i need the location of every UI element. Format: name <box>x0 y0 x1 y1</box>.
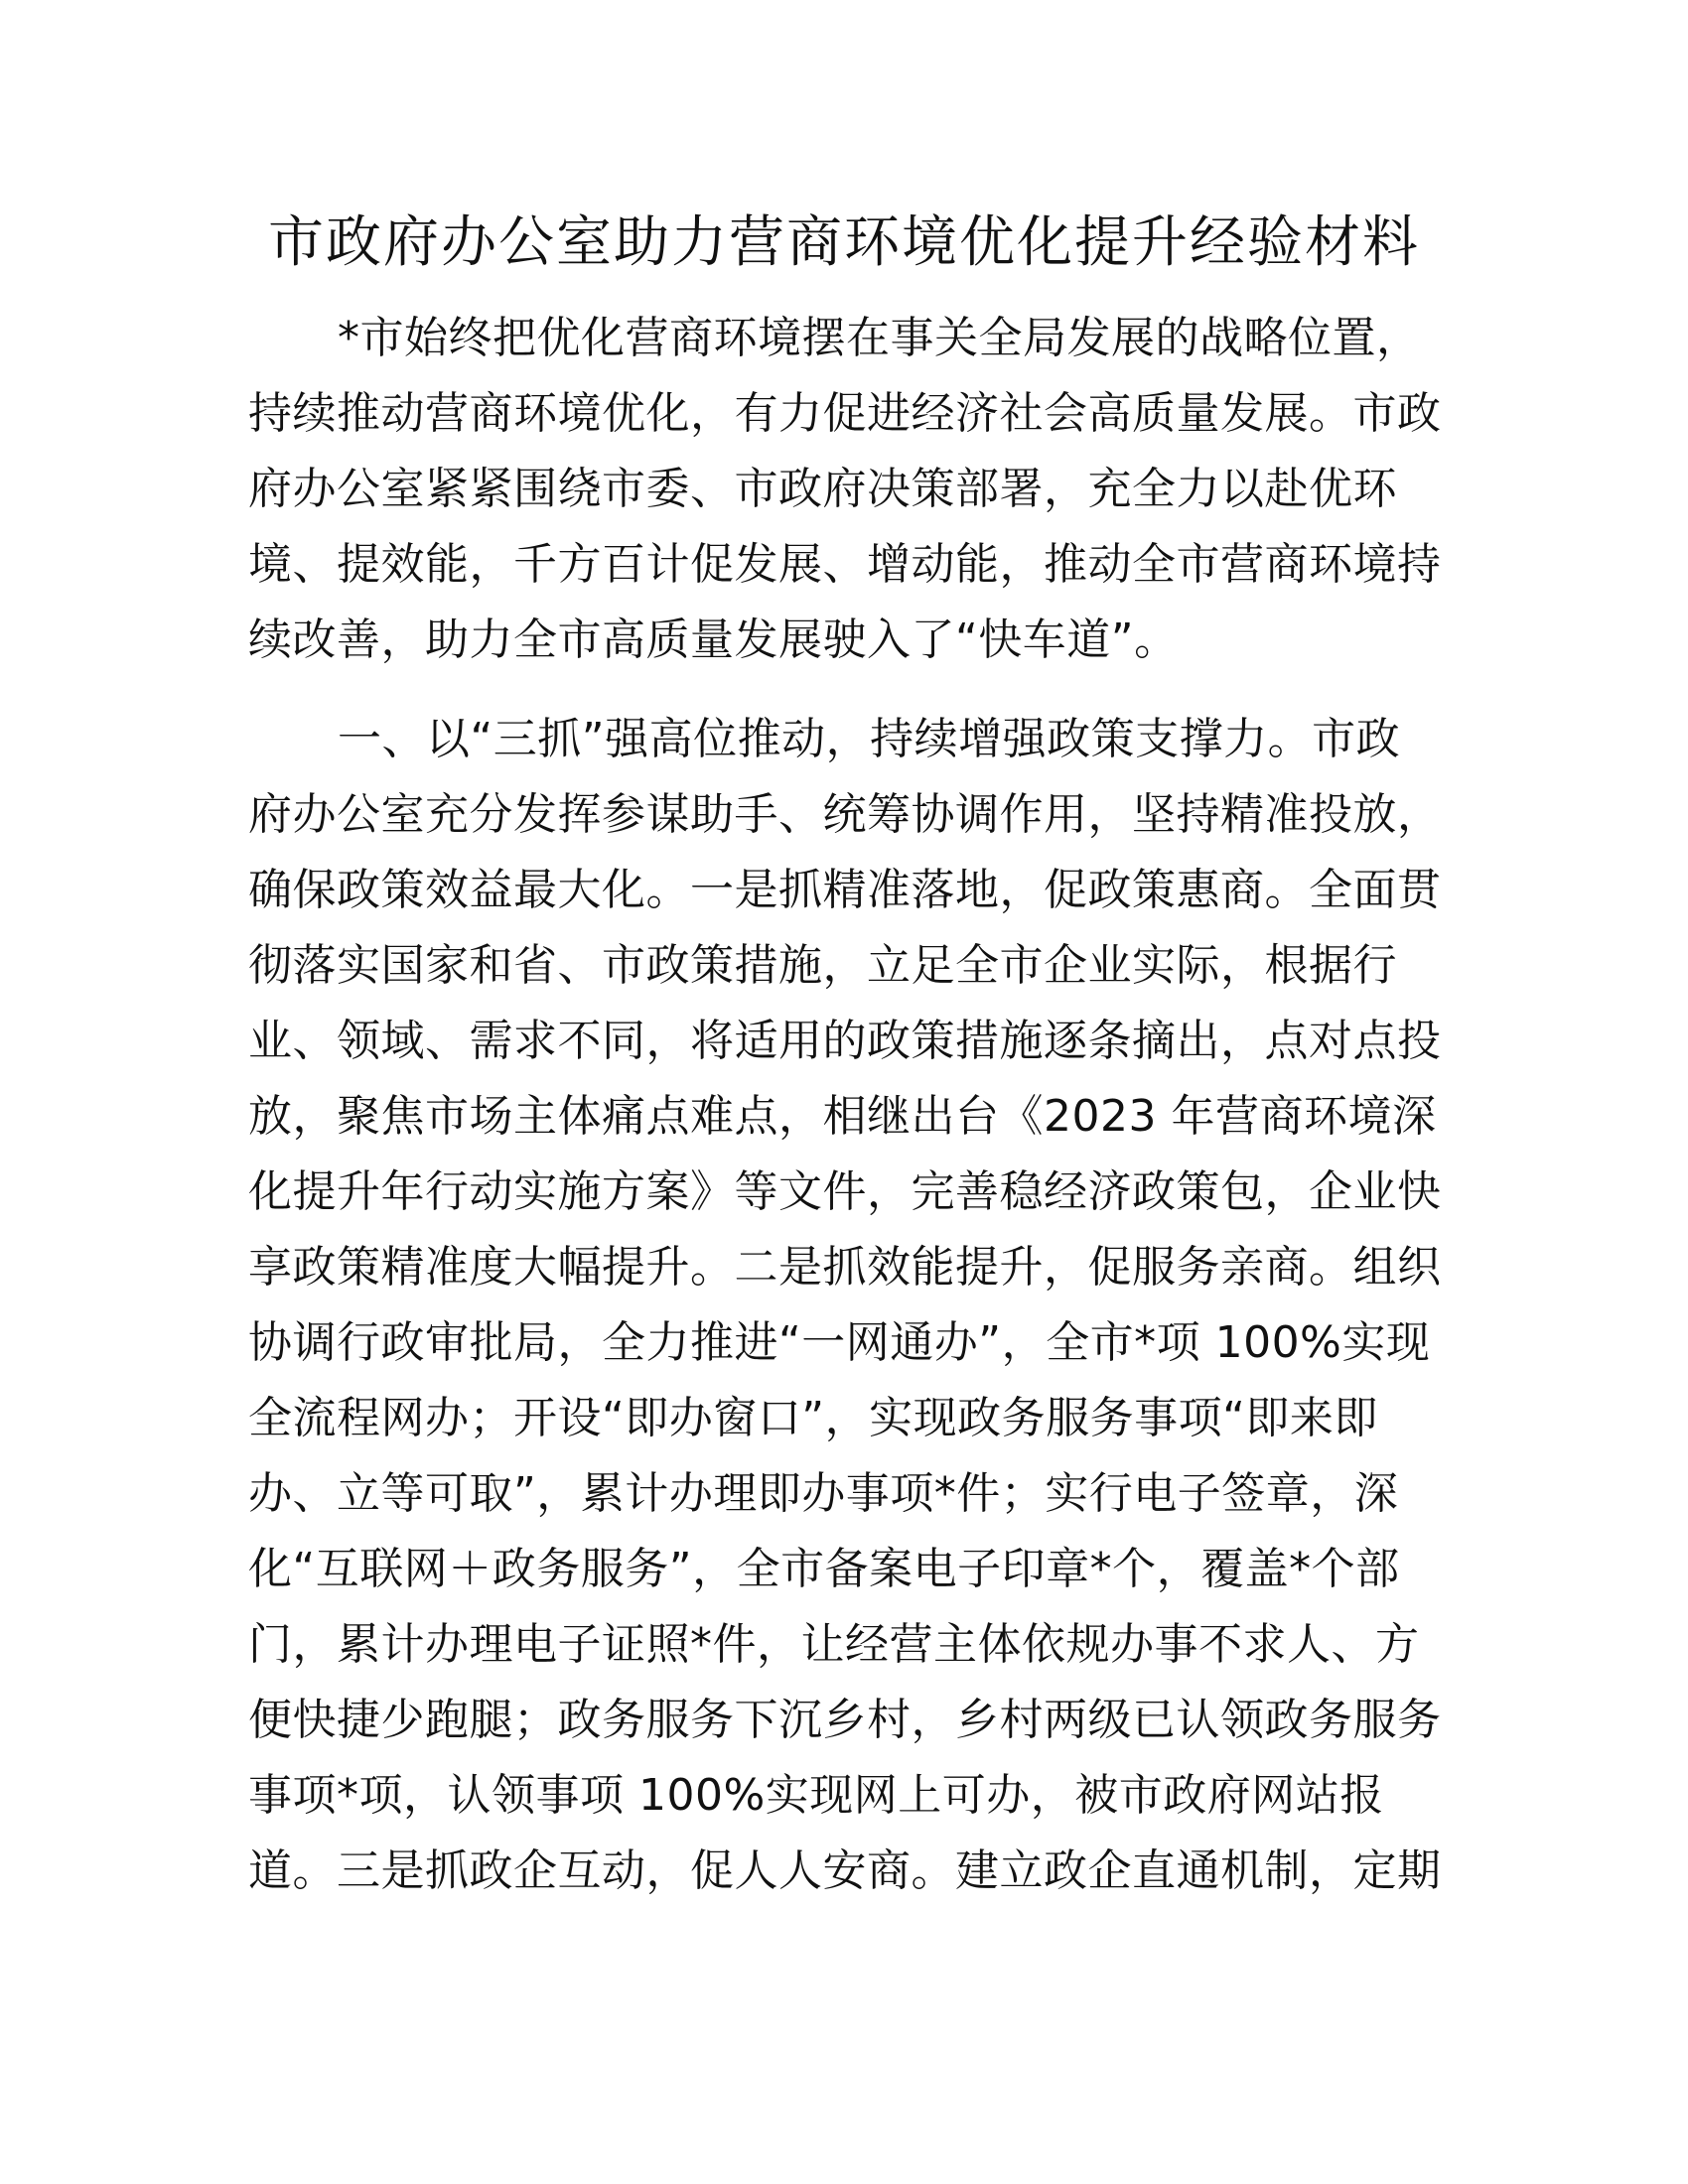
paragraph-line: 府办公室紧紧围绕市委、市政府决策部署，充全力以赴优环 <box>248 464 1397 514</box>
paragraph-line: 放，聚焦市场主体痛点难点，相继出台《2023 年营商环境深 <box>248 1091 1437 1142</box>
paragraph-line: *市始终把优化营商环境摆在事关全局发展的战略位置， <box>338 313 1421 363</box>
paragraph-line: 事项*项，认领事项 100%实现网上可办，被市政府网站报 <box>248 1770 1384 1821</box>
paragraph-line: 化“互联网＋政务服务”，全市备案电子印章*个，覆盖*个部 <box>248 1544 1400 1594</box>
paragraph-line: 道。三是抓政企互动，促人人安商。建立政企直通机制，定期 <box>248 1845 1442 1896</box>
paragraph-line: 持续推动营商环境优化，有力促进经济社会高质量发展。市政 <box>248 388 1442 439</box>
paragraph-line: 府办公室充分发挥参谋助手、统筹协调作用，坚持精准投放， <box>248 789 1442 840</box>
paragraph-line: 全流程网办；开设“即办窗口”，实现政务服务事项“即来即 <box>248 1393 1378 1443</box>
paragraph-line: 协调行政审批局，全力推进“一网通办”，全市*项 100%实现 <box>248 1317 1431 1368</box>
paragraph-line: 确保政策效益最大化。一是抓精准落地，促政策惠商。全面贯 <box>248 865 1442 915</box>
paragraph-line: 门，累计办理电子证照*件，让经营主体依规办事不求人、方 <box>248 1619 1420 1670</box>
paragraph-line: 化提升年行动实施方案》等文件，完善稳经济政策包，企业快 <box>248 1166 1442 1217</box>
paragraph-line: 境、提效能，千方百计促发展、增动能，推动全市营商环境持 <box>248 539 1442 590</box>
paragraph-line: 享政策精准度大幅提升。二是抓效能提升，促服务亲商。组织 <box>248 1242 1442 1293</box>
paragraph-line: 便快捷少跑腿；政务服务下沉乡村，乡村两级已认领政务服务 <box>248 1695 1442 1745</box>
paragraph-line: 彻落实国家和省、市政策措施，立足全市企业实际，根据行 <box>248 940 1397 991</box>
paragraph-line: 一、以“三抓”强高位推动，持续增强政策支撑力。市政 <box>338 714 1401 764</box>
paragraph-line: 业、领域、需求不同，将适用的政策措施逐条摘出，点对点投 <box>248 1016 1442 1066</box>
paragraph-line: 办、立等可取”，累计办理即办事项*件；实行电子签章，深 <box>248 1468 1399 1519</box>
document-title: 市政府办公室助力营商环境优化提升经验材料 <box>268 210 1420 275</box>
paragraph-line: 续改善，助力全市高质量发展驶入了“快车道”。 <box>248 614 1179 665</box>
intro-paragraph <box>248 301 1440 678</box>
section-one-paragraph <box>248 702 1440 1909</box>
